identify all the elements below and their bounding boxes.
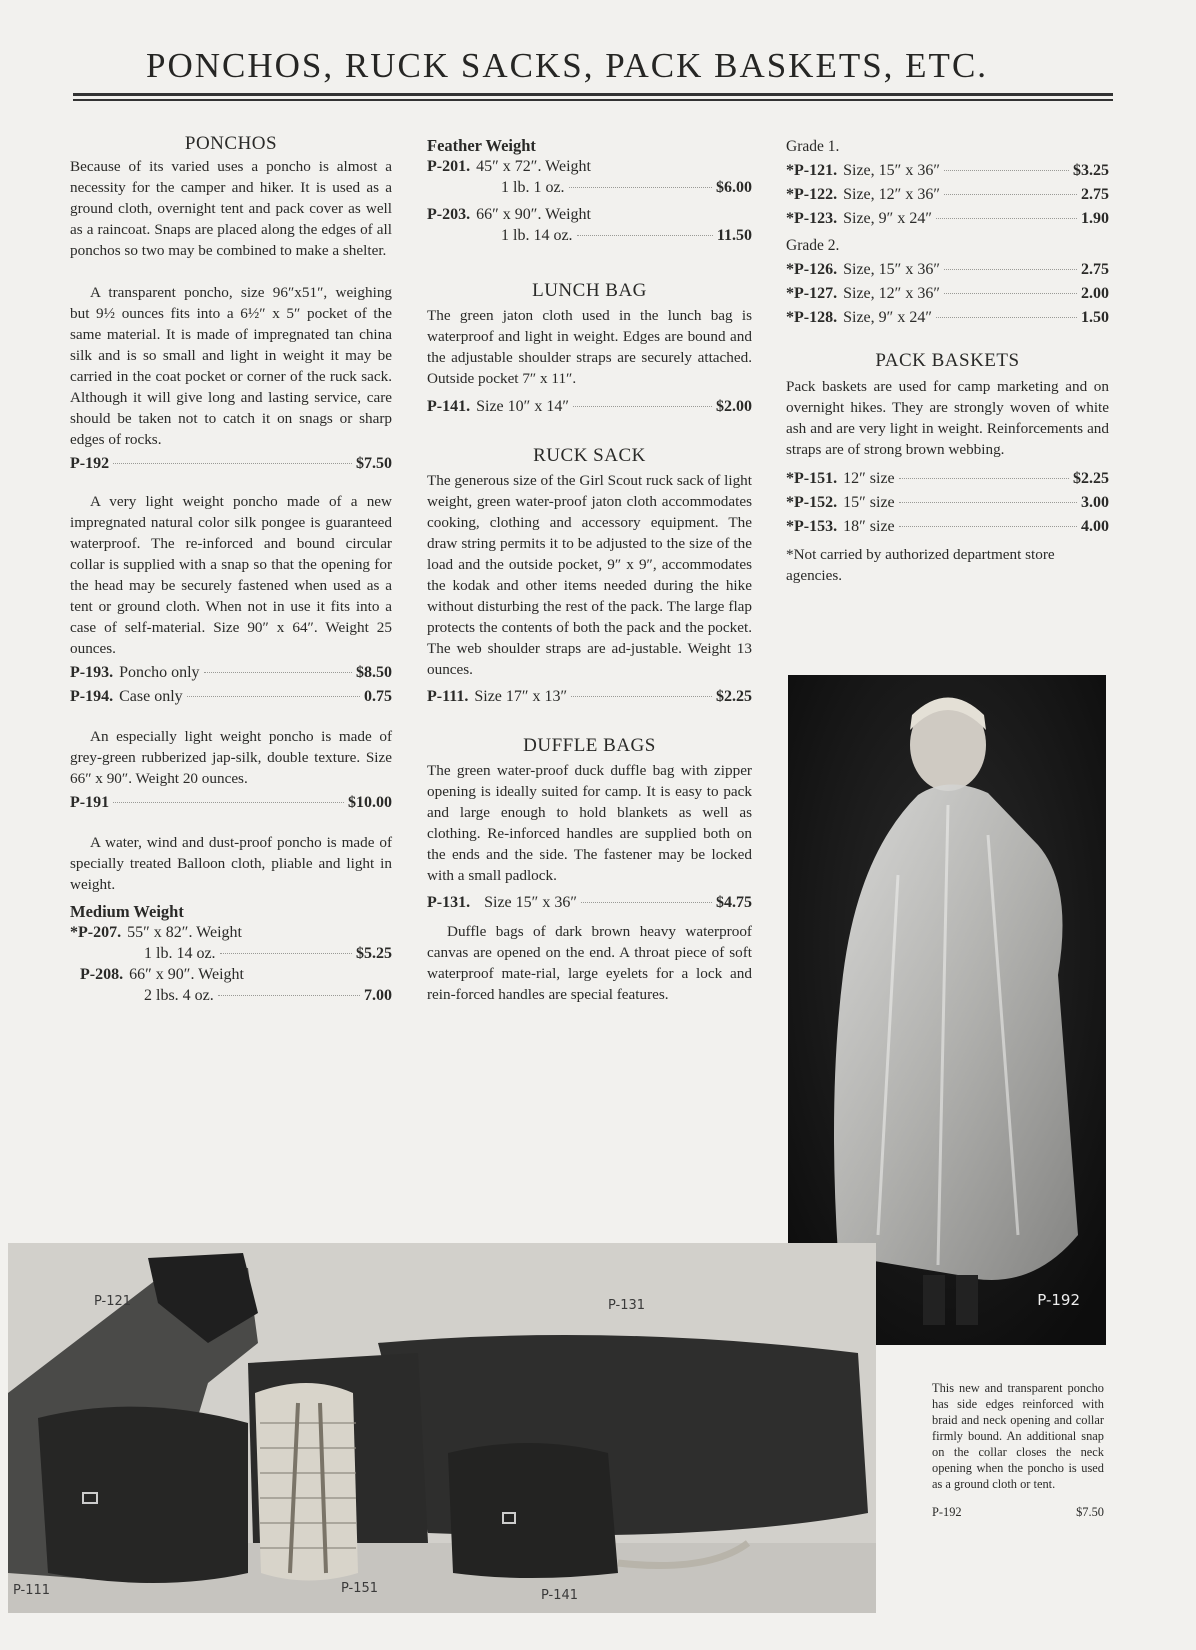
item-desc: 15″ size [843, 494, 895, 511]
item-desc: Size, 15″ x 36″ [843, 261, 940, 278]
title-rule-top [73, 93, 1113, 96]
item-code: P-192 [70, 455, 110, 472]
grade-2-item-row [786, 259, 1109, 280]
photo-label-p131: P-131 [608, 1298, 646, 1313]
item-price: 7.00 [364, 987, 392, 1004]
leader-dots [936, 218, 1077, 219]
price-row-p201 [427, 156, 752, 177]
item-desc: 45″ x 72″. Weight [476, 158, 591, 175]
grade-1-item-row [786, 208, 1109, 229]
leader-dots [187, 696, 360, 697]
leader-dots [944, 194, 1077, 195]
price-row-p203 [427, 204, 752, 225]
item-code: P-194. [70, 688, 114, 705]
leader-dots [899, 478, 1069, 479]
leader-dots [899, 502, 1077, 503]
item-desc: 12″ size [843, 470, 895, 487]
pongee-poncho-desc: A very light weight poncho made of a new impregnated natural color silk pongee is guaranteed waterproof. The re-inforced and bound circular collar is supplied with a snap so that the opening for the head may be securely fastened when used as a tent or ground cloth. When not in use it fits into a case of self-material. Size 90″ x 64″. Weight 25 ounces. [70, 493, 392, 657]
item-desc: 66″ x 90″. Weight [476, 206, 591, 223]
section-heading-duffle-bags: DUFFLE BAGS [523, 735, 656, 756]
column-middle [427, 135, 752, 1005]
balloon-poncho-desc: A water, wind and dust-proof poncho is made of specially treated Balloon cloth, pliable and light in weight. [70, 834, 392, 893]
item-code: P-141. [427, 398, 471, 415]
item-desc: Size, 12″ x 36″ [843, 186, 940, 203]
leader-dots [577, 235, 713, 236]
leader-dots [936, 317, 1077, 318]
item-price: $5.25 [356, 945, 392, 962]
item-price: 2.00 [1081, 285, 1109, 302]
item-desc: Size 17″ x 13″ [474, 688, 568, 705]
grade-1-item-row [786, 184, 1109, 205]
price-row-p208-weight [70, 985, 392, 1006]
price-row-p191 [70, 792, 392, 813]
grade-2-list [786, 259, 1109, 328]
section-heading-ruck-sack: RUCK SACK [533, 445, 646, 466]
grade-1-list [786, 160, 1109, 229]
item-weight: 2 lbs. 4 oz. [144, 987, 214, 1004]
item-price: $2.25 [716, 688, 752, 705]
caption-price: $7.50 [1076, 1505, 1104, 1519]
item-desc: Size, 9″ x 24″ [843, 309, 932, 326]
item-code: P-193. [70, 664, 114, 681]
price-row-p194 [70, 686, 392, 707]
section-heading-lunch-bag: LUNCH BAG [532, 280, 647, 301]
item-price: 3.00 [1081, 494, 1109, 511]
section-heading-ponchos: PONCHOS [184, 133, 278, 154]
column-left [70, 133, 392, 1006]
leader-dots [113, 463, 352, 464]
item-price: 1.50 [1081, 309, 1109, 326]
item-code: *P-152. [786, 494, 838, 511]
item-code: P-208. [80, 966, 124, 983]
grade-1-label: Grade 1. [786, 138, 840, 155]
item-price: 0.75 [364, 688, 392, 705]
item-code: *P-127. [786, 285, 838, 302]
item-desc: Size 15″ x 36″ [484, 894, 577, 911]
caption-text: This new and transparent poncho has side edges reinforced with braid and neck opening and collar firmly bound. An additional snap on the collar closes the neck opening when the poncho is used as a ground cloth or tent. [932, 1381, 1104, 1491]
pack-basket-item-row [786, 516, 1109, 537]
item-desc: Size, 9″ x 24″ [843, 210, 932, 227]
ruck-sack-desc: The generous size of the Girl Scout ruck sack of light weight, green water-proof jaton cloth accommodates cooking, clothing and accessory equipment. The draw string permits it to be adjusted to the size of the load and the outside pocket, 9″ x 9″, accommodates the kodak and other items needed during the hike without disturbing the rest of the pack. The large flap protects the contents of both the pack and the pocket. The web shoulder straps are ad-justable. Weight 13 ounces. [427, 472, 752, 678]
item-price: $7.50 [356, 455, 392, 472]
item-desc: Size 10″ x 14″ [476, 398, 569, 415]
brown-duffle-desc: Duffle bags of dark brown heavy waterproof canvas are opened on the end. A throat piece of soft waterproof mate-rial, large eyelets for a lock and rein-forced handles are special features. [427, 923, 752, 1003]
leader-dots [573, 406, 712, 407]
item-weight: 1 lb. 14 oz. [501, 227, 573, 244]
item-price: $8.50 [356, 664, 392, 681]
pack-basket-p151 [255, 1383, 358, 1581]
caption-code: P-192 [932, 1505, 962, 1519]
price-row-p208 [70, 964, 392, 985]
leader-dots [899, 526, 1077, 527]
item-desc: 55″ x 82″. Weight [127, 924, 242, 941]
price-row-p193 [70, 662, 392, 683]
grade-2-label: Grade 2. [786, 237, 840, 254]
pack-basket-item-row [786, 492, 1109, 513]
item-code: P-201. [427, 158, 471, 175]
price-row-p111 [427, 686, 752, 707]
item-price: $10.00 [348, 794, 392, 811]
leader-dots [220, 953, 352, 954]
photo-label-p121: P-121 [94, 1294, 132, 1309]
leader-dots [944, 293, 1077, 294]
grade-1-item-row [786, 160, 1109, 181]
item-code: P-131. [427, 894, 471, 911]
leader-dots [113, 802, 344, 803]
price-row-p201-weight [427, 177, 752, 198]
photo-label-p151: P-151 [341, 1581, 379, 1596]
leader-dots [571, 696, 712, 697]
item-price: 2.75 [1081, 261, 1109, 278]
item-price: $2.25 [1073, 470, 1109, 487]
item-code: P-203. [427, 206, 471, 223]
feather-weight-heading: Feather Weight [427, 136, 536, 155]
item-code: *P-128. [786, 309, 838, 326]
item-weight: 1 lb. 1 oz. [501, 179, 565, 196]
leader-dots [218, 995, 360, 996]
rucksack-p111 [38, 1407, 248, 1583]
item-desc: Case only [119, 688, 183, 705]
item-code: *P-151. [786, 470, 838, 487]
price-row-p207-weight [70, 943, 392, 964]
item-price: 11.50 [716, 227, 752, 244]
item-price: $3.25 [1073, 162, 1109, 179]
ponchos-intro: Because of its varied uses a poncho is almost a necessity for the camper and hiker. It is used as a ground cloth, overnight tent and pack cover as well as a raincoat. Snaps are placed along the edges of all ponchos so two may be combined to make a shelter. [70, 158, 392, 259]
price-row-p207 [70, 922, 392, 943]
medium-weight-heading: Medium Weight [70, 902, 184, 921]
page-title: PONCHOS, RUCK SACKS, PACK BASKETS, ETC. [146, 46, 989, 85]
item-code: P-191 [70, 794, 110, 811]
caption-price-row [932, 1504, 1104, 1520]
pack-basket-item-row [786, 468, 1109, 489]
item-price: $2.00 [716, 398, 752, 415]
item-desc: Poncho only [119, 664, 200, 681]
transparent-poncho-desc: A transparent poncho, size 96″x51″, weighing but 9½ ounces fits into a 6½″ x 5″ pocket of the same material. It is made of impregnated tan china silk and is so small and light in weight it may be carried in the coat pocket or corner of the ruck sack. Although it will give long and lasting service, care should be taken not to catch it on snags or sharp edges of rocks. [70, 284, 392, 448]
item-code: *P-122. [786, 186, 838, 203]
item-price: 1.90 [1081, 210, 1109, 227]
item-code: P-111. [427, 688, 469, 705]
photo-bags-and-basket [8, 1243, 876, 1613]
price-row-p131 [427, 892, 752, 913]
section-heading-pack-baskets: PACK BASKETS [875, 350, 1020, 371]
item-weight: 1 lb. 14 oz. [144, 945, 216, 962]
item-price: 2.75 [1081, 186, 1109, 203]
photo-label-p141: P-141 [541, 1588, 579, 1603]
duffle-bag-desc: The green water-proof duck duffle bag with zipper opening is ideally suited for camp. It is easy to pack and large enough to hold blankets as well as clothing. Re-inforced handles are supplied both on the ends and the side. The fastener may be locked with a small padlock. [427, 762, 752, 884]
item-code: *P-123. [786, 210, 838, 227]
poncho-photo-caption [932, 1380, 1104, 1520]
photo-label-p111: P-111 [13, 1583, 51, 1598]
item-price: $4.75 [716, 894, 752, 911]
lunch-bag-desc: The green jaton cloth used in the lunch bag is waterproof and light in weight. Edges are bound and the adjustable shoulder straps are securely attached. Outside pocket 7″ x 11″. [427, 307, 752, 387]
bags-illustration [8, 1243, 876, 1613]
japsilk-poncho-desc: An especially light weight poncho is made of grey-green rubberized jap-silk, double texture. Size 66″ x 90″. Weight 20 ounces. [70, 728, 392, 787]
item-code: *P-121. [786, 162, 838, 179]
leader-dots [944, 170, 1069, 171]
title-rule-bottom [73, 99, 1113, 101]
photo-label-p192: P-192 [1037, 1291, 1080, 1309]
item-price: 4.00 [1081, 518, 1109, 535]
column-right [786, 136, 1109, 586]
item-code: *P-126. [786, 261, 838, 278]
grade-2-item-row [786, 307, 1109, 328]
footnote: *Not carried by authorized department store agencies. [786, 546, 1055, 584]
pack-baskets-list [786, 468, 1109, 537]
item-desc: Size, 12″ x 36″ [843, 285, 940, 302]
leader-dots [944, 269, 1077, 270]
item-desc: 18″ size [843, 518, 895, 535]
price-row-p203-weight [427, 225, 752, 246]
item-desc: Size, 15″ x 36″ [843, 162, 940, 179]
leader-dots [569, 187, 712, 188]
item-price: $6.00 [716, 179, 752, 196]
leader-dots [581, 902, 712, 903]
item-desc: 66″ x 90″. Weight [129, 966, 244, 983]
price-row-p141 [427, 396, 752, 417]
grade-2-item-row [786, 283, 1109, 304]
lunch-bag-p141 [448, 1443, 618, 1578]
item-code: *P-207. [70, 924, 122, 941]
pack-baskets-desc: Pack baskets are used for camp marketing and on overnight hikes. They are strongly woven of white ash and are very light in weight. Reinforcements and straps are of strong brown webbing. [786, 378, 1109, 458]
price-row-p192 [70, 453, 392, 474]
leader-dots [204, 672, 352, 673]
item-code: *P-153. [786, 518, 838, 535]
